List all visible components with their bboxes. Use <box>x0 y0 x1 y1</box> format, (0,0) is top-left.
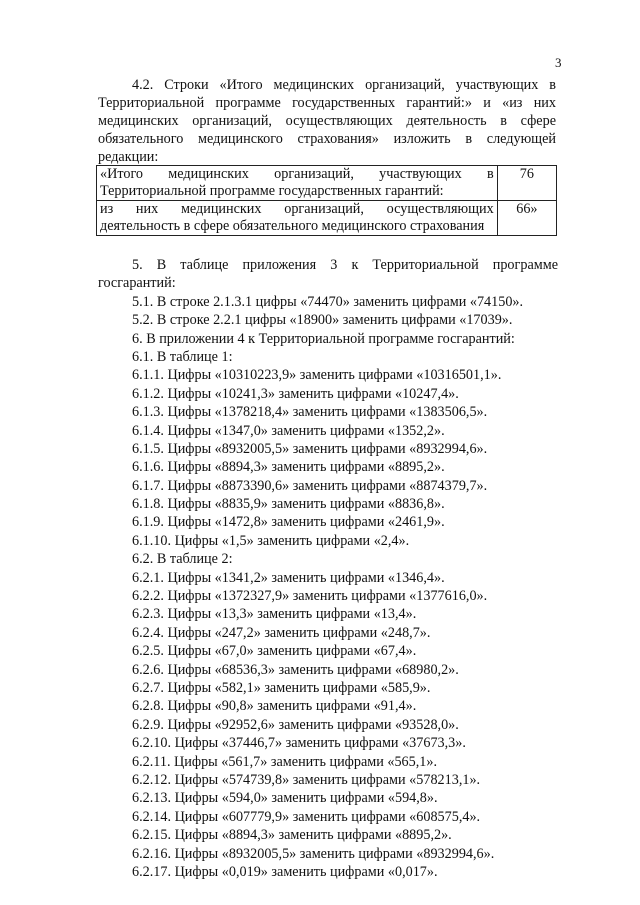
replacement-table <box>96 165 557 236</box>
list-item: 6.1. В таблице 1: <box>132 348 233 365</box>
amendment-list <box>98 256 558 881</box>
list-item: 6.1.5. Цифры «8932005,5» заменить цифрами «8932994,6». <box>132 440 488 457</box>
paragraph-line: Территориальной программе государственных гарантий:» и «из них <box>98 95 556 111</box>
list-item: 6.2.10. Цифры «37446,7» заменить цифрами «37673,3». <box>132 735 466 752</box>
list-item: 6.1.1. Цифры «10310223,9» заменить цифрами «10316501,1». <box>132 367 502 384</box>
list-item: 6.2.12. Цифры «574739,8» заменить цифрами «578213,1». <box>132 771 481 788</box>
list-item: 6.2.9. Цифры «92952,6» заменить цифрами «93528,0». <box>132 716 459 733</box>
table-cell-value: 76 <box>497 166 556 201</box>
list-item: 6.2.14. Цифры «607779,9» заменить цифрами «608575,4». <box>132 808 481 825</box>
list-item: 6.2.8. Цифры «90,8» заменить цифрами «91,4». <box>132 698 417 715</box>
list-item: 6.2.5. Цифры «67,0» заменить цифрами «67,4». <box>132 643 417 660</box>
list-item: 6.1.9. Цифры «1472,8» заменить цифрами «2461,9». <box>132 514 445 531</box>
list-item: 6.2.16. Цифры «8932005,5» заменить цифрами «8932994,6». <box>132 845 495 862</box>
list-item: 6. В приложении 4 к Территориальной программе госгарантий: <box>132 330 515 347</box>
paragraph-line: медицинских организаций, осуществляющих деятельность в сфере <box>98 113 556 129</box>
list-item: 6.2.3. Цифры «13,3» заменить цифрами «13,4». <box>132 606 417 623</box>
table-cell-value: 66» <box>497 201 556 236</box>
table-cell-label: «Итого медицинских организаций, участвующих в Территориальной программе государственных гарантий: <box>97 166 498 201</box>
paragraph-line: редакции: <box>98 149 159 165</box>
list-item: 5.1. В строке 2.1.3.1 цифры «74470» заменить цифрами «74150». <box>132 293 524 310</box>
list-item: 6.1.7. Цифры «8873390,6» заменить цифрами «8874379,7». <box>132 477 488 494</box>
list-item: 6.1.4. Цифры «1347,0» заменить цифрами «1352,2». <box>132 422 445 439</box>
list-item: 6.2.4. Цифры «247,2» заменить цифрами «248,7». <box>132 624 431 641</box>
list-item: 6.2.1. Цифры «1341,2» заменить цифрами «1346,4». <box>132 569 445 586</box>
paragraph-5: 5. В таблице приложения 3 к Территориальной программе госгарантий: <box>98 257 558 292</box>
list-item: 6.2.17. Цифры «0,019» заменить цифрами «0,017». <box>132 863 438 880</box>
table-cell-label: из них медицинских организаций, осуществляющих деятельность в сфере обязательного медицинского страхования <box>97 201 498 236</box>
list-item: 6.1.2. Цифры «10241,3» заменить цифрами «10247,4». <box>132 385 459 402</box>
paragraph-4-2 <box>98 76 556 166</box>
list-item: 6.2.11. Цифры «561,7» заменить цифрами «565,1». <box>132 753 438 770</box>
table-row <box>97 166 557 201</box>
list-item: 6.2.15. Цифры «8894,3» заменить цифрами «8895,2». <box>132 827 452 844</box>
table-row <box>97 201 557 236</box>
list-item: 6.2.7. Цифры «582,1» заменить цифрами «585,9». <box>132 680 431 696</box>
list-item: 6.1.10. Цифры «1,5» заменить цифрами «2,4». <box>132 532 410 549</box>
list-item: 6.2.13. Цифры «594,0» заменить цифрами «594,8». <box>132 790 438 807</box>
list-item: 6.1.8. Цифры «8835,9» заменить цифрами «8836,8». <box>132 496 445 513</box>
list-item: 6.2. В таблице 2: <box>132 551 233 568</box>
list-item: 6.1.3. Цифры «1378218,4» заменить цифрами «1383506,5». <box>132 404 488 421</box>
paragraph-line: обязательного медицинского страхования» изложить в следующей <box>98 131 556 147</box>
paragraph-line: 4.2. Строки «Итого медицинских организаций, участвующих в <box>132 77 556 93</box>
list-item: 6.2.6. Цифры «68536,3» заменить цифрами «68980,2». <box>132 661 459 678</box>
amendment-items <box>98 293 558 882</box>
list-item: 5.2. В строке 2.2.1 цифры «18900» заменить цифрами «17039». <box>132 312 513 329</box>
list-item: 6.2.2. Цифры «1372327,9» заменить цифрами «1377616,0». <box>132 588 488 605</box>
list-item: 6.1.6. Цифры «8894,3» заменить цифрами «8895,2». <box>132 459 445 476</box>
page-number: 3 <box>555 55 562 70</box>
